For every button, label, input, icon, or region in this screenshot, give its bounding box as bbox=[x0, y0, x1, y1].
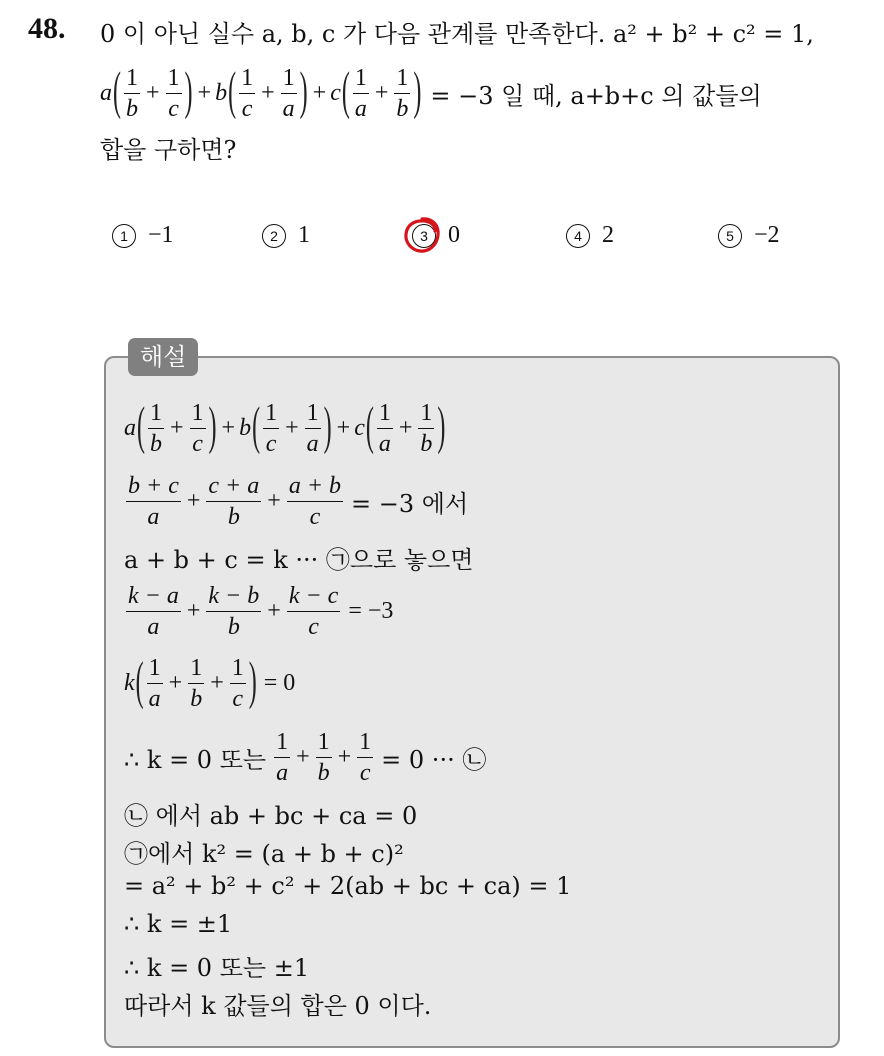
solution-line-11 bbox=[124, 948, 309, 983]
choice-4[interactable] bbox=[566, 222, 614, 249]
solution-line-12 bbox=[124, 986, 431, 1021]
choice-number-1: 1 bbox=[112, 224, 136, 248]
solution-line-6-tail: = 0 ··· ㉡ bbox=[381, 745, 487, 774]
solution-line-11-text: ∴ k = 0 또는 ±1 bbox=[124, 954, 310, 982]
problem-line-3 bbox=[100, 130, 236, 165]
problem-line-2: a ( $\frac{1}{b}$ + $\frac{1}{c}$ ) + b ( $\frac{1}{c}$ + $\frac{1}{a}$ ) + c ( $\frac{1}{a}$ + $\frac{1}{b}$ ) = −3 일 때, a+b+c 의 값들의 bbox=[100, 63, 762, 122]
solution-line-5-tail: = 0 bbox=[263, 669, 296, 696]
solution-line-5: k ( $\frac{1}{a}$ + $\frac{1}{b}$ + $\frac{1}{c}$ ) = 0 bbox=[124, 653, 296, 712]
solution-line-2: $\frac{b + c}{a}$ + $\frac{c + a}{b}$ + $\frac{a + b}{c}$ = −3 에서 bbox=[128, 472, 469, 530]
answer-circle-mark bbox=[402, 215, 442, 255]
solution-line-1: a ( $\frac{1}{b}$ + $\frac{1}{c}$ ) + b ( $\frac{1}{c}$ + $\frac{1}{a}$ ) + c ( $\frac{1}{a}$ + $\frac{1}{b}$ ) bbox=[124, 398, 446, 457]
choice-number-3: 3 bbox=[412, 224, 436, 248]
solution-line-3-text: a + b + c = k ··· ㉠으로 놓으면 bbox=[124, 546, 474, 574]
choice-value-5: −2 bbox=[754, 222, 780, 248]
solution-line-10 bbox=[124, 910, 232, 938]
choice-value-4: 2 bbox=[602, 222, 614, 248]
solution-line-4-tail: = −3 bbox=[348, 597, 394, 624]
solution-line-6-head: ∴ k = 0 또는 bbox=[124, 745, 267, 774]
solution-line-12-text: 따라서 k 값들의 합은 0 이다. bbox=[124, 992, 432, 1020]
choice-number-4: 4 bbox=[566, 224, 590, 248]
solution-line-7-text: ㉡ 에서 ab + bc + ca = 0 bbox=[124, 802, 418, 830]
solution-line-8 bbox=[124, 834, 404, 869]
problem-number: 48. bbox=[28, 12, 66, 45]
solution-line-8-text: ㉠에서 k² = (a + b + c)² bbox=[124, 840, 404, 868]
solution-tag: 해설 bbox=[128, 338, 198, 376]
problem-line-2-tail: = −3 일 때, a+b+c 의 값들의 bbox=[430, 81, 762, 110]
problem-line-1-text: 0 이 아닌 실수 a, b, c 가 다음 관계를 만족한다. a² + b² + c² = 1, bbox=[100, 20, 814, 48]
solution-line-2-tail: = −3 에서 bbox=[351, 489, 469, 518]
choice-value-3: 0 bbox=[448, 222, 460, 248]
problem-line-1 bbox=[100, 14, 814, 49]
solution-line-7 bbox=[124, 796, 417, 831]
choice-number-5: 5 bbox=[718, 224, 742, 248]
solution-line-10-text: ∴ k = ±1 bbox=[124, 910, 233, 938]
choice-2[interactable] bbox=[262, 222, 310, 249]
solution-line-4: $\frac{k - a}{a}$ + $\frac{k - b}{b}$ + $\frac{k - c}{c}$ = −3 bbox=[128, 582, 394, 640]
solution-line-9-text: = a² + b² + c² + 2(ab + bc + ca) = 1 bbox=[124, 872, 572, 900]
choice-number-2: 2 bbox=[262, 224, 286, 248]
choice-5[interactable] bbox=[718, 222, 780, 249]
solution-line-6: ∴ k = 0 또는 $\frac{1}{a}$ + $\frac{1}{b}$ + $\frac{1}{c}$ = 0 ··· ㉡ bbox=[124, 728, 487, 786]
solution-line-3 bbox=[124, 540, 473, 575]
problem-line-3-text: 합을 구하면? bbox=[100, 136, 237, 164]
choice-value-1: −1 bbox=[148, 222, 174, 248]
solution-line-9 bbox=[124, 872, 571, 900]
choice-1[interactable] bbox=[112, 222, 174, 249]
choice-value-2: 1 bbox=[298, 222, 310, 248]
